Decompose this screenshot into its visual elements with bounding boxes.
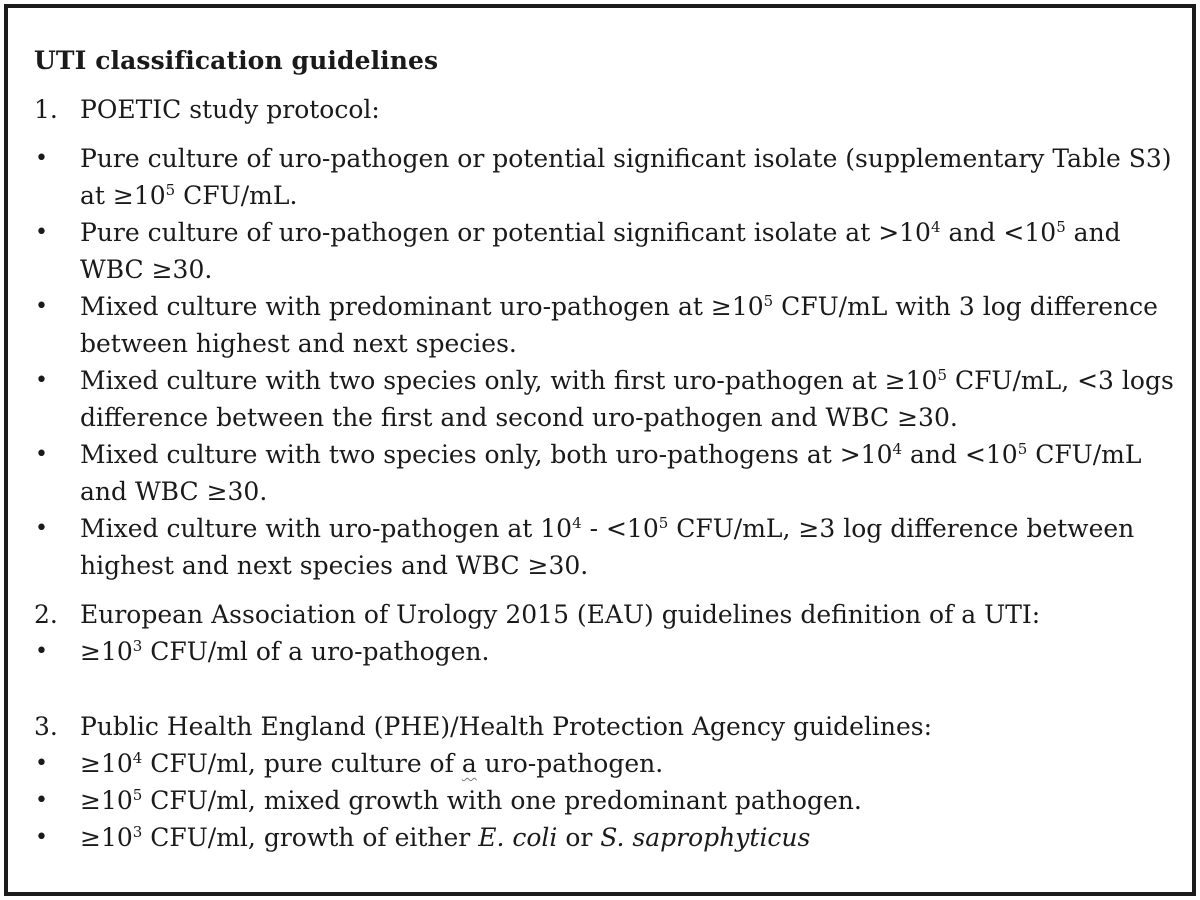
list-item: • Pure culture of uro-pathogen or potential significant isolate at $>10^4$ and $<10^5$ and WBC ≥30. xyxy=(34,214,1174,288)
section-1-number: 1. xyxy=(34,95,58,124)
list-item: • Mixed culture with uro-pathogen at $10^4 - <10^5$ CFU/mL, ≥3 log difference between highest and next species and WBC ≥30. xyxy=(34,510,1174,584)
list-item: • Pure culture of uro-pathogen or potential significant isolate (supplementary Table S3) at $\ge 10^5$ CFU/mL. xyxy=(34,140,1174,214)
list-item: • $\ge 10^3$ CFU/ml, growth of either E. coli or S. saprophyticus xyxy=(34,819,1174,856)
document-title: UTI classification guidelines xyxy=(34,46,439,75)
bullet-icon: • xyxy=(35,516,48,541)
bullet-icon: • xyxy=(35,442,48,467)
organism-name: S. saprophyticus xyxy=(600,823,811,852)
organism-name: E. coli xyxy=(478,823,558,852)
bullet-icon: • xyxy=(35,639,48,664)
section-2-title: European Association of Urology 2015 (EAU) guidelines definition of a UTI: xyxy=(80,600,1041,629)
guidelines-content xyxy=(34,42,1174,856)
list-item: • Mixed culture with predominant uro-pathogen at $\ge 10^5$ CFU/mL with 3 log difference between highest and next species. xyxy=(34,288,1174,362)
list-item: • $\ge 10^3$ CFU/ml of a uro-pathogen. xyxy=(34,633,1174,670)
list-item: • $\ge 10^5$ CFU/ml, mixed growth with one predominant pathogen. xyxy=(34,782,1174,819)
section-3-title: Public Health England (PHE)/Health Protection Agency guidelines: xyxy=(80,712,933,741)
section-2-number: 2. xyxy=(34,600,58,629)
spellcheck-squiggle: a xyxy=(461,749,477,778)
list-item: • Mixed culture with two species only, with first uro-pathogen at $\ge 10^5$ CFU/mL, <3 logs difference between the first and second uro-pathogen and WBC ≥30. xyxy=(34,362,1174,436)
section-2-heading xyxy=(34,596,1174,633)
list-item: • Mixed culture with two species only, both uro-pathogens at $>10^4$ and $<10^5$ CFU/mL and WBC ≥30. xyxy=(34,436,1174,510)
bullet-icon: • xyxy=(35,368,48,393)
section-1-list xyxy=(34,140,1174,584)
section-3-heading xyxy=(34,708,1174,745)
bullet-icon: • xyxy=(35,751,48,776)
bullet-icon: • xyxy=(35,825,48,850)
section-3-number: 3. xyxy=(34,712,58,741)
section-1-heading xyxy=(34,91,1174,128)
guidelines-box xyxy=(4,4,1196,896)
bullet-icon: • xyxy=(35,220,48,245)
section-3-list xyxy=(34,745,1174,856)
list-item: • $\ge 10^4$ CFU/ml, pure culture of a uro-pathogen. xyxy=(34,745,1174,782)
bullet-icon: • xyxy=(35,788,48,813)
bullet-icon: • xyxy=(35,294,48,319)
section-1-title: POETIC study protocol: xyxy=(80,95,380,124)
section-2-list xyxy=(34,633,1174,670)
bullet-icon: • xyxy=(35,146,48,171)
